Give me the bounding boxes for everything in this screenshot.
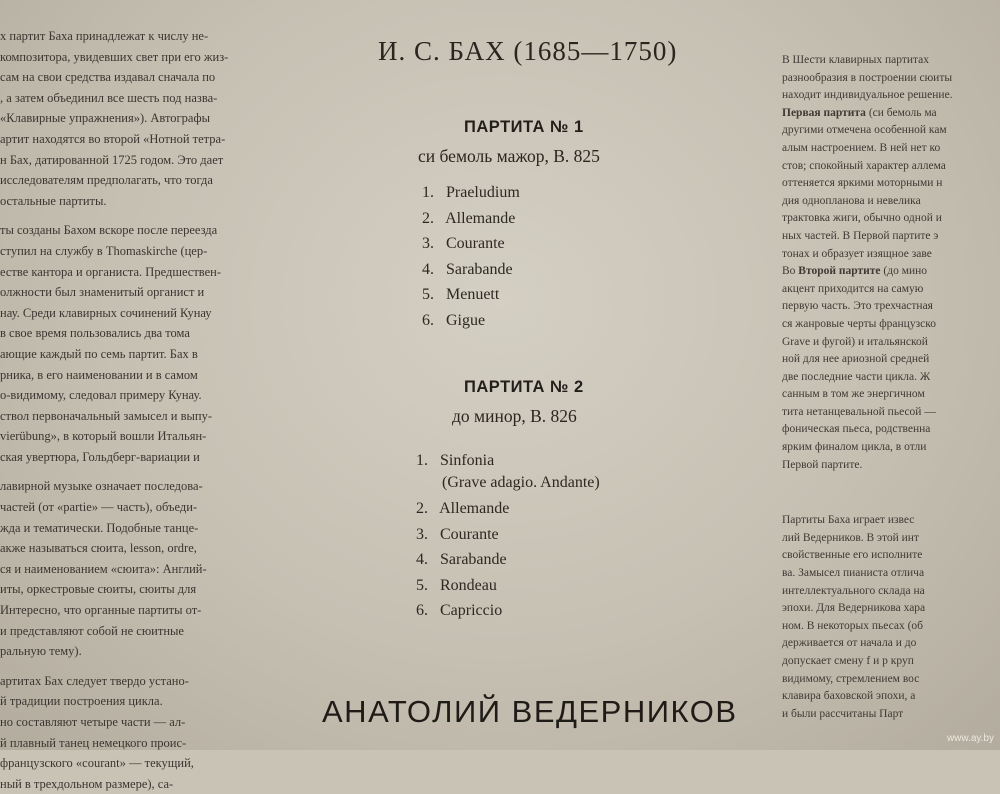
text-line: другими отмечена особенной кам bbox=[782, 124, 947, 137]
track-item bbox=[422, 231, 520, 257]
paragraph-gap bbox=[0, 662, 305, 671]
track-title: Sinfonia bbox=[436, 452, 495, 469]
text-line: ствол первоначальный замысел и выпу- bbox=[0, 408, 212, 423]
text-line: держивается от начала и до bbox=[782, 637, 917, 650]
track-item bbox=[416, 598, 600, 624]
text-line: ступил на службу в Thomaskirche (цер- bbox=[0, 243, 208, 258]
track-number: 5. bbox=[422, 286, 434, 304]
text-line: интеллектуального склада на bbox=[782, 584, 925, 597]
text-line: ных частей. В Первой партите э bbox=[782, 229, 939, 242]
text-line: сам на свои средства издавал сначала по bbox=[0, 70, 216, 85]
track-item bbox=[416, 573, 600, 599]
track-title: Rondeau bbox=[436, 576, 497, 594]
text-line: , а затем объединил все шесть под назва- bbox=[0, 90, 218, 105]
text-line: й плавный танец немецкого проис- bbox=[0, 735, 187, 750]
track-title: Menuett bbox=[442, 286, 500, 304]
partita-1-heading: ПАРТИТА № 1 bbox=[464, 118, 584, 136]
text-line: и были рассчитаны Парт bbox=[782, 707, 904, 720]
track-number: 1. bbox=[422, 184, 434, 201]
watermark: www.ay.by bbox=[946, 733, 994, 744]
text-line: в свое время пользовались два тома bbox=[0, 326, 190, 341]
track-title: Courante bbox=[436, 525, 499, 543]
text-line: о-видимому, следовал примеру Кунау. bbox=[0, 388, 202, 403]
text-line: но составляют четыре части — ал- bbox=[0, 715, 186, 729]
text-line: Первой партите. bbox=[782, 458, 863, 471]
track-item bbox=[422, 180, 520, 206]
track-item bbox=[422, 282, 520, 308]
text-line: артит находятся во второй «Нотной тетра- bbox=[0, 131, 226, 146]
track-title: Courante bbox=[442, 235, 505, 253]
text-line: ный в трехдольном размере), са- bbox=[0, 776, 174, 791]
track-title: Sarabande bbox=[442, 260, 513, 278]
track-item bbox=[422, 308, 520, 334]
text-line: олжности был знаменитый органист и bbox=[0, 285, 205, 300]
composer-title: И. С. БАХ (1685—1750) bbox=[378, 36, 678, 66]
text-line: vierübung», в который вошли Итальян- bbox=[0, 429, 207, 444]
text-line: тита нетанцевальной пьесой — bbox=[782, 405, 936, 418]
liner-notes-right-column bbox=[782, 52, 1000, 723]
text-line: тонах и образует изящное заве bbox=[782, 247, 932, 260]
text-line: Grave и фугой) и итальянской bbox=[782, 335, 928, 348]
track-item bbox=[416, 547, 600, 573]
text-line: свойственные его исполните bbox=[782, 549, 923, 562]
text-line: ся и наименованием «сюита»: Англий- bbox=[0, 561, 207, 576]
text-line: Во Второй партите (до мино bbox=[782, 265, 928, 278]
text-line: санным в том же энергичном bbox=[782, 388, 925, 401]
text-line: французского «courant» — текущий, bbox=[0, 756, 194, 771]
text-line: ном. В некоторых пьесах (об bbox=[782, 619, 924, 632]
text-line: и представляют собой не сюитные bbox=[0, 623, 184, 638]
paragraph-gap bbox=[0, 467, 305, 476]
text-line: рника, в его наименовании и в самом bbox=[0, 367, 198, 382]
liner-notes-left-column bbox=[0, 26, 305, 794]
partita-1-key: си бемоль мажор, В. 825 bbox=[418, 146, 600, 166]
text-line: остальные партиты. bbox=[0, 193, 107, 208]
text-line: трактовка жиги, обычно одной и bbox=[782, 212, 942, 225]
track-number: 6. bbox=[422, 311, 434, 329]
text-line: н Бах, датированной 1725 годом. Это дает bbox=[0, 152, 224, 167]
text-line: й традиции построения цикла. bbox=[0, 694, 163, 709]
performer-name: АНАТОЛИЙ ВЕДЕРНИКОВ bbox=[322, 694, 738, 729]
track-subtitle: (Grave adagio. Andante) bbox=[442, 473, 600, 491]
text-line: акцент приходится на самую bbox=[782, 282, 924, 295]
track-number: 1. bbox=[416, 452, 428, 469]
track-title: Allemande bbox=[442, 209, 516, 227]
text-line: Интересно, что органные партиты от- bbox=[0, 603, 202, 618]
text-line: ская увертюра, Гольдберг-вариации и bbox=[0, 449, 200, 464]
text-line: ва. Замысел пианиста отлича bbox=[782, 567, 925, 580]
track-title: Sarabande bbox=[436, 551, 507, 569]
track-number: 4. bbox=[422, 260, 434, 278]
text-line: естве кантора и органиста. Предшествен- bbox=[0, 264, 222, 279]
text-line: ся жанровые черты французско bbox=[782, 317, 936, 330]
track-number: 4. bbox=[416, 551, 428, 569]
text-line: алым настроением. В ней нет ко bbox=[782, 141, 941, 154]
track-number: 3. bbox=[416, 525, 428, 543]
track-item bbox=[416, 448, 600, 496]
text-line: лий Ведерников. В этой инт bbox=[782, 531, 919, 544]
text-line: жда и тематически. Подобные танце- bbox=[0, 520, 199, 535]
text-line: исследователям предполагать, что тогда bbox=[0, 173, 213, 188]
text-line: композитора, увидевших свет при его жиз- bbox=[0, 49, 229, 64]
track-title: Gigue bbox=[442, 311, 486, 329]
track-item bbox=[422, 257, 520, 283]
track-number: 5. bbox=[416, 576, 428, 594]
text-line: ральную тему). bbox=[0, 644, 82, 659]
track-item bbox=[416, 496, 600, 522]
text-line: ной для нее ариозной средней bbox=[782, 353, 930, 366]
text-line: находит индивидуальное решение. bbox=[782, 89, 953, 102]
text-line: дия однопланова и невелика bbox=[782, 194, 921, 207]
track-number: 2. bbox=[416, 500, 428, 517]
text-line: «Клавирные упражнения»). Автографы bbox=[0, 111, 210, 126]
track-title: Praeludium bbox=[442, 184, 520, 201]
text-line: нау. Среди клавирных сочинений Кунау bbox=[0, 305, 212, 320]
text-line: клавира баховской эпохи, а bbox=[782, 690, 916, 703]
track-title: Allemande bbox=[436, 500, 510, 517]
text-line: х партит Баха принадлежат к числу не- bbox=[0, 29, 209, 43]
text-line: фоническая пьеса, родственна bbox=[782, 423, 931, 436]
text-line: первую часть. Это трехчастная bbox=[782, 300, 933, 313]
paragraph-gap bbox=[782, 474, 1000, 512]
track-title: Capriccio bbox=[436, 602, 503, 620]
partita-2-tracklist bbox=[416, 448, 600, 624]
text-line: ты созданы Бахом вскоре после переезда bbox=[0, 223, 218, 238]
track-number: 3. bbox=[422, 235, 434, 253]
text-line: разнообразия в построении сюиты bbox=[782, 71, 953, 84]
text-line: В Шести клавирных партитах bbox=[782, 54, 930, 66]
text-line: стов; спокойный характер аллема bbox=[782, 159, 946, 172]
partita-2-heading: ПАРТИТА № 2 bbox=[464, 378, 584, 396]
partita-2-key: до минор, В. 826 bbox=[452, 406, 577, 426]
text-line: видимому, стремлением вос bbox=[782, 672, 920, 685]
text-line: Партиты Баха играет извес bbox=[782, 514, 915, 527]
track-number: 6. bbox=[416, 602, 428, 620]
text-line: допускает смену f и p круп bbox=[782, 655, 914, 667]
partita-1-tracklist bbox=[422, 180, 520, 334]
text-line: две последние части цикла. Ж bbox=[782, 370, 931, 383]
text-line: оттеняется яркими моторными н bbox=[782, 177, 943, 190]
track-item bbox=[416, 522, 600, 548]
text-line: частей (от «partie» — часть), объеди- bbox=[0, 500, 198, 515]
track-number: 2. bbox=[422, 209, 434, 227]
tracklist-panel bbox=[322, 0, 770, 750]
track-item bbox=[422, 206, 520, 232]
text-line: артитах Бах следует твердо устано- bbox=[0, 673, 189, 688]
text-line: лавирной музыке означает последова- bbox=[0, 479, 203, 494]
text-line: ающие каждый по семь партит. Бах в bbox=[0, 346, 198, 361]
text-line: иты, оркестровые сюиты, сюиты для bbox=[0, 582, 197, 597]
text-line: эпохи. Для Ведерникова хара bbox=[782, 602, 926, 615]
text-line: Первая партита (си бемоль ма bbox=[782, 106, 937, 119]
text-line: акже называться сюита, lesson, ordre, bbox=[0, 541, 197, 556]
text-line: ярким финалом цикла, в отли bbox=[782, 441, 927, 454]
paragraph-gap bbox=[0, 211, 305, 220]
